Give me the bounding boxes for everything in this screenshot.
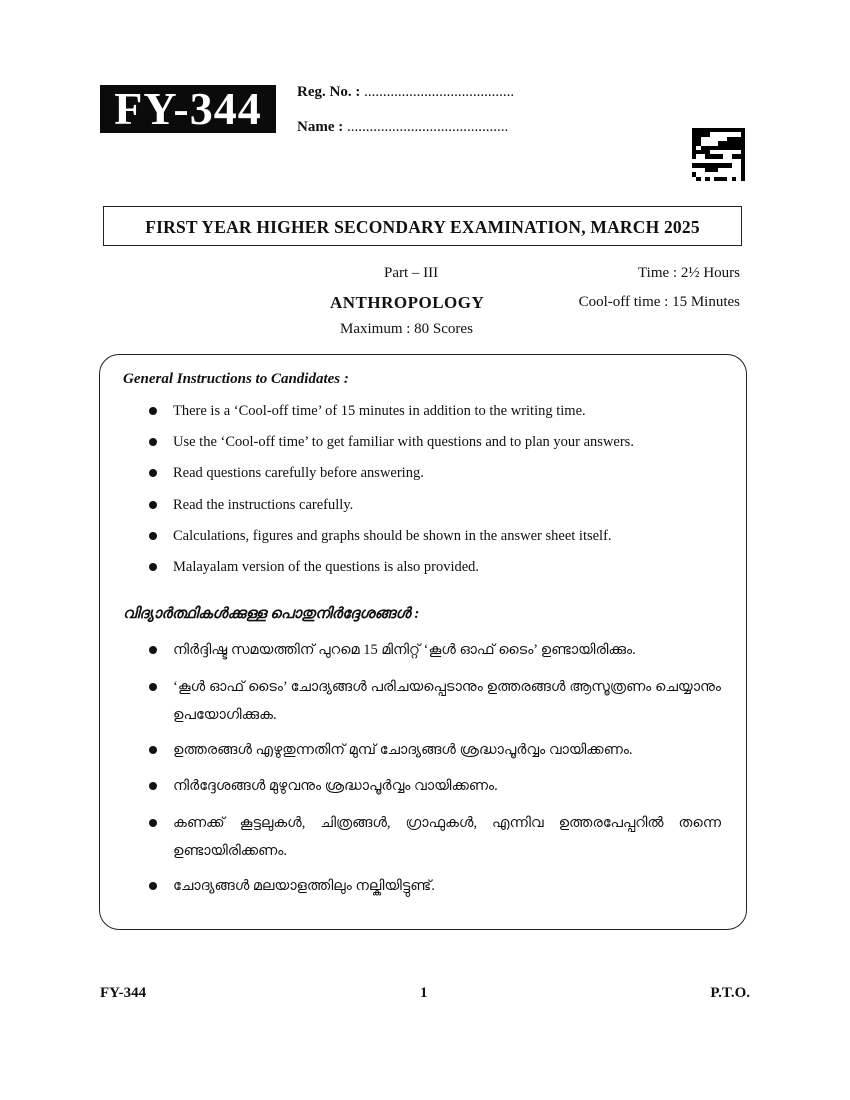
instruction-item-malayalam xyxy=(149,673,721,729)
instruction-text-malayalam: ഉത്തരങ്ങൾ എഴുതുന്നതിന് മുമ്പ് ചോദ്യങ്ങൾ ശ്രദ്ധാപൂർവ്വം വായിക്കണം. xyxy=(173,742,633,758)
bullet-icon xyxy=(149,819,157,827)
instruction-item xyxy=(149,397,721,425)
exam-title: FIRST YEAR HIGHER SECONDARY EXAMINATION, MARCH 2025 xyxy=(103,206,742,246)
footer-paper-code: FY-344 xyxy=(100,985,147,1001)
reg-no-dots: ........................................ xyxy=(360,84,515,100)
name-field xyxy=(297,119,508,136)
instruction-text-malayalam: നിർദ്ദേശങ്ങൾ മുഴുവനും ശ്രദ്ധാപൂർവ്വം വായിക്കണം. xyxy=(173,778,498,794)
bullet-icon xyxy=(149,882,157,890)
instruction-text-malayalam: ചോദ്യങ്ങൾ മലയാളത്തിലും നല്കിയിട്ടുണ്ട്. xyxy=(173,878,435,894)
instruction-text: Use the ‘Cool-off time’ to get familiar with questions and to plan your answers. xyxy=(173,434,634,450)
instruction-item-malayalam xyxy=(149,809,721,865)
reg-no-label: Reg. No. : xyxy=(297,84,361,100)
bullet-icon xyxy=(149,438,157,446)
instruction-item xyxy=(149,522,721,550)
footer-pto: P.T.O. xyxy=(710,985,750,1001)
instruction-item xyxy=(149,553,721,581)
name-label: Name : xyxy=(297,119,344,135)
reg-no-field xyxy=(297,84,514,101)
exam-subject: ANTHROPOLOGY xyxy=(330,293,485,312)
qr-code-icon xyxy=(692,128,745,181)
instruction-item xyxy=(149,491,721,519)
footer-page-number: 1 xyxy=(420,985,428,1001)
cool-off-time: Cool-off time : 15 Minutes xyxy=(578,294,740,310)
bullet-icon xyxy=(149,501,157,509)
bullet-icon xyxy=(149,532,157,540)
instruction-item-malayalam xyxy=(149,872,721,900)
instruction-item-malayalam xyxy=(149,736,721,764)
instruction-item xyxy=(149,428,721,456)
instruction-item-malayalam xyxy=(149,772,721,800)
instruction-item xyxy=(149,459,721,487)
instruction-text-malayalam: നിർദ്ദിഷ്ട സമയത്തിന് പുറമെ 15 മിനിറ്റ് ‘കൂൾ ഓഫ് ടൈം’ ഉണ്ടായിരിക്കും. xyxy=(173,642,636,658)
exam-time: Time : 2½ Hours xyxy=(638,265,740,281)
instruction-item-malayalam xyxy=(149,636,721,664)
paper-code-badge: FY-344 xyxy=(100,85,276,133)
instruction-text: There is a ‘Cool-off time’ of 15 minutes in addition to the writing time. xyxy=(173,403,586,419)
instructions-heading-english: General Instructions to Candidates : xyxy=(123,371,349,387)
bullet-icon xyxy=(149,646,157,654)
bullet-icon xyxy=(149,782,157,790)
instruction-text-malayalam: ‘കൂൾ ഓഫ് ടൈം’ ചോദ്യങ്ങൾ പരിചയപ്പെടാനും ഉത്തരങ്ങൾ ആസൂത്രണം ചെയ്യാനും ഉപയോഗിക്കുക. xyxy=(173,679,721,723)
instruction-text: Malayalam version of the questions is also provided. xyxy=(173,559,480,575)
instruction-text: Calculations, figures and graphs should be shown in the answer sheet itself. xyxy=(173,528,612,544)
exam-part: Part – III xyxy=(384,265,439,281)
maximum-score: Maximum : 80 Scores xyxy=(340,321,473,337)
instruction-text: Read questions carefully before answering. xyxy=(173,465,424,481)
instruction-text-malayalam: കണക്ക് കൂട്ടലുകൾ, ചിത്രങ്ങൾ, ഗ്രാഫുകൾ, എന്നിവ ഉത്തരപേപ്പറിൽ തന്നെ ഉണ്ടായിരിക്കണം. xyxy=(173,815,721,859)
bullet-icon xyxy=(149,469,157,477)
bullet-icon xyxy=(149,563,157,571)
bullet-icon xyxy=(149,746,157,754)
instruction-text: Read the instructions carefully. xyxy=(173,497,354,513)
bullet-icon xyxy=(149,683,157,691)
instructions-heading-malayalam: വിദ്യാർത്ഥികൾക്കുള്ള പൊതുനിർദ്ദേശങ്ങൾ : xyxy=(123,606,420,622)
bullet-icon xyxy=(149,407,157,415)
name-dots: ........................................... xyxy=(343,119,509,135)
